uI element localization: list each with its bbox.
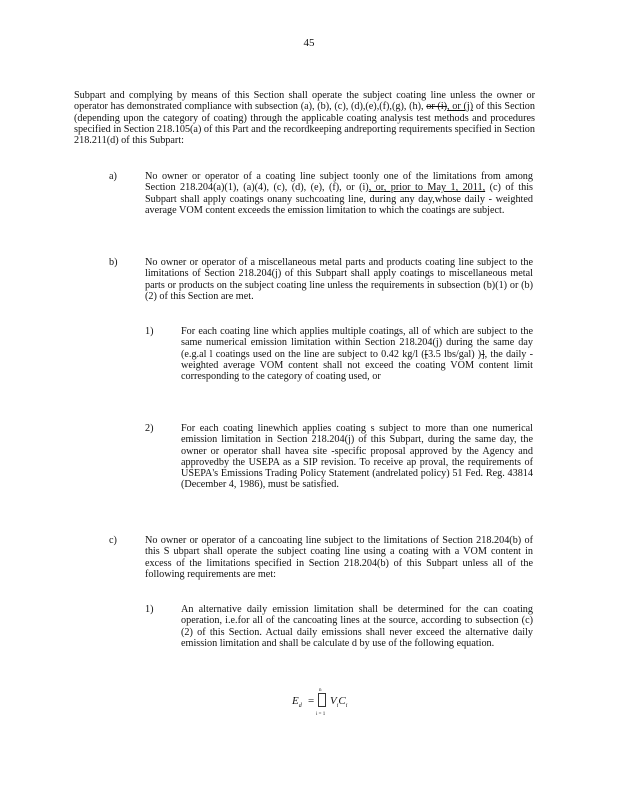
equation-rhs [330,696,347,712]
equation-v: V [330,695,337,707]
item-b1-struck-1: [ [424,348,429,360]
item-b1-text-2: 3.5 lbs/gal) ) [428,348,482,360]
item-a-text-2: (c) of this Subpart shall apply coatings onany suchcoating line, during any day,whose daily - weighted average VOM content exceeds the emission limitation to which the coatings are subject. [145,182,533,216]
intro-added-text: , or (j) [447,101,474,113]
sum-lower-limit: i = 1 [316,712,326,717]
page-number: 45 [303,37,315,49]
item-c-text: No owner or operator of a cancoating line subject to the limitations of Section 218.204(b) of this S ubpart shall operate the subject coating line using a coating with a VOM content in excess of the limitations specified in Section 218.204(b) of this Subpart unless all of the following requirements are met: [145,535,533,580]
item-c1-label: 1) [145,604,154,615]
item-b1-text [181,326,533,382]
item-a-text [145,171,533,216]
item-c-label: c) [109,535,117,546]
summation-icon [318,693,326,707]
equation-equals: = [308,695,315,707]
equation-lhs [292,696,302,712]
item-b2-label: 2) [145,423,154,434]
item-b1-label: 1) [145,326,154,337]
intro-struck-text: or (i) [426,101,448,113]
intro-paragraph [74,90,535,146]
equation-lhs-subscript: d [298,703,302,710]
emission-equation [292,690,372,722]
item-b1-struck-2: ] [481,348,485,360]
sum-upper-limit: n [319,688,322,693]
equation-c: C [338,695,346,707]
item-b-label: b) [109,257,118,268]
intro-text-1: Subpart and complying by means of this Section shall operate the subject coating line unless the owner or operator has demonstrated compliance with subsection (a), (b), (c), (d),(e),(f),(g), (h), [74,90,535,113]
item-b2-text: For each coating linewhich applies coating s subject to more than one numerical emission limitation in Section 218.204(j) of this Subpart, during the same day, the owner or operator shall havea site -specific proposal approved by the Agency and approvedby the USEPA as a SIP revision. To receive ap proval, the requirements of USEPA's Emissions Trading Policy Statement (andrelated policy) 51 Fed. Reg. 43814 (December 4, 1986), must be satisfied. [181,423,533,491]
item-c1-text: An alternative daily emission limitation shall be determined for the can coating operation, i.e.for all of the cancoating lines at the source, according to subsection (c)(2) of this Section. Actual daily emissions shall never exceed the alternative daily emission limitation and shall be calculate d by use of the following equation. [181,604,533,649]
item-a-text-1: No owner or operator of a coating line subject toonly one of the limitations from among Section 218.204(a)(1), (a)(4), (c), (d), (e), (f), or (i) [145,171,533,194]
equation-lhs-symbol: E [292,695,299,707]
item-b1-text-3: , the daily -weighted average VOM content shall not exceed the coating VOM content limit corresponding to the category of coating used, or [181,348,534,383]
item-b-text: No owner or operator of a miscellaneous metal parts and products coating line subject to the limitations of Section 218.204(j) of this Subpart shall apply coatings to miscellaneous metal parts or products on the subject coating line unless the requirements in subsection (b)(1) or (b)(2) of this Section are met. [145,257,533,302]
item-b1-text-1: For each coating line which applies multiple coatings, all of which are subject to the same numerical emission limitation within Section 218.204(j) during the same day (e.g.al l coatings used on the line are subject to 0.42 kg/l ( [181,326,533,360]
item-a-label: a) [109,171,117,182]
equation-v-subscript: i [336,703,339,710]
equation-c-subscript: i [345,703,348,710]
intro-text-2: of this Section (depending upon the category of coating) through the applicable coating analysis test methods and procedures specified in Section 218.105(a) of this Part and the recordkeeping andreporting requirements specified in Section 218.211(d) of this Subpart: [74,101,535,147]
item-a-added-text: , or, prior to May 1, 2011, [368,182,486,194]
